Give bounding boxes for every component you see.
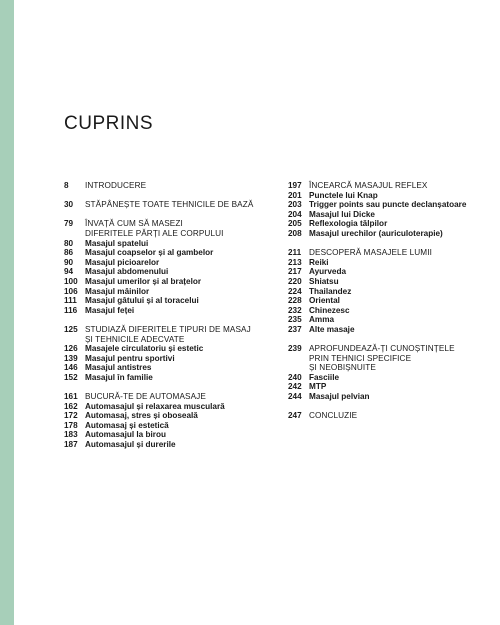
toc-entry-title-line: DESCOPERĂ MASAJELE LUMII <box>309 248 432 258</box>
toc-sub-entry <box>288 325 500 335</box>
toc-entry-title <box>85 239 274 249</box>
toc-page-number: 139 <box>64 353 78 363</box>
toc-sub-entry <box>288 392 500 402</box>
toc-entry-title-line: Masajul mâinilor <box>85 286 150 296</box>
toc-page-number: 240 <box>288 372 302 382</box>
toc-section-entry <box>64 325 274 344</box>
side-color-band <box>0 0 14 625</box>
toc-entry-title-line: Masajul lui Dicke <box>309 209 375 219</box>
toc-page-number: 232 <box>288 305 302 315</box>
toc-entry-title <box>85 267 274 277</box>
toc-entry-title <box>85 363 274 373</box>
toc-entry-title <box>309 392 500 402</box>
toc-entry-title-line: Shiatsu <box>309 276 339 286</box>
toc-page-number: 208 <box>288 228 302 238</box>
toc-entry-title-line: Masajele circulatoriu și estetic <box>85 344 204 354</box>
toc-entry-title <box>309 296 500 306</box>
toc-entry-title-line: ȘI TEHNICILE ADECVATE <box>85 334 185 344</box>
toc-page-number: 204 <box>288 209 302 219</box>
toc-sub-entry <box>288 296 500 306</box>
toc-entry-title <box>85 277 274 287</box>
toc-sub-entry <box>64 440 274 450</box>
toc-page-number: 111 <box>64 296 77 306</box>
toc-sub-entry <box>64 258 274 268</box>
toc-entry-title-line: Reiki <box>309 257 329 267</box>
toc-entry-title <box>309 267 500 277</box>
toc-sub-entry <box>64 344 274 354</box>
toc-entry-title <box>309 287 500 297</box>
toc-entry-title <box>85 411 274 421</box>
toc-page-number: 244 <box>288 392 302 402</box>
toc-page-number: 152 <box>64 372 78 382</box>
toc-section-entry <box>288 411 500 421</box>
toc-entry-title <box>309 210 500 220</box>
toc-sub-entry <box>288 382 500 392</box>
toc-page-number: 172 <box>64 411 78 421</box>
toc-sub-entry <box>64 277 274 287</box>
toc-entry-title-line: Ayurveda <box>309 267 347 277</box>
toc-page-number: 79 <box>64 219 74 229</box>
toc-entry-title-line: Thailandez <box>309 286 352 296</box>
toc-entry-title-line: STĂPÂNEȘTE TOATE TEHNICILE DE BAZĂ <box>85 200 254 210</box>
toc-page-number: 235 <box>288 315 302 325</box>
toc-entry-title-line: Fasciile <box>309 372 340 382</box>
toc-entry-title <box>309 325 500 335</box>
toc-page-number: 228 <box>288 296 302 306</box>
toc-entry-title-line: INTRODUCERE <box>85 181 147 190</box>
toc-entry-title-line: APROFUNDEAZĂ-ȚI CUNOȘTINȚELE <box>309 344 455 354</box>
toc-entry-title <box>85 325 274 344</box>
toc-sub-entry <box>64 267 274 277</box>
toc-right-column <box>288 181 500 421</box>
toc-entry-title <box>309 200 500 210</box>
toc-entry-title-line: Automasaj și estetică <box>85 420 169 430</box>
toc-entry-title <box>309 258 500 268</box>
toc-sub-entry <box>288 191 500 201</box>
toc-sub-entry <box>288 315 500 325</box>
toc-entry-title-line: CONCLUZIE <box>309 411 358 421</box>
toc-entry-title-line: Reflexologia tălpilor <box>309 219 388 229</box>
toc-page-number: 178 <box>64 420 78 430</box>
page-title: CUPRINS <box>64 113 154 134</box>
toc-page-number: 239 <box>288 344 302 354</box>
toc-page-number: 242 <box>288 382 302 392</box>
toc-entry-title <box>309 382 500 392</box>
toc-sub-entry <box>64 287 274 297</box>
toc-entry-title <box>309 373 500 383</box>
toc-entry-title <box>309 306 500 316</box>
toc-entry-title-line: Chinezesc <box>309 305 350 315</box>
toc-entry-title-line: Punctele lui Knap <box>309 190 378 200</box>
toc-entry-title <box>85 258 274 268</box>
toc-entry-title-line: ÎNVAȚĂ CUM SĂ MASEZI <box>85 219 183 229</box>
toc-entry-title-line: ȘI NEOBIȘNUITE <box>309 363 376 373</box>
toc-entry-title-line: Masajul urechilor (auriculoterapie) <box>309 228 443 238</box>
toc-sub-entry <box>288 258 500 268</box>
toc-section-entry <box>64 200 274 210</box>
toc-sub-entry <box>288 210 500 220</box>
toc-page-number: 197 <box>288 181 302 190</box>
toc-entry-title-line: Masajul spatelui <box>85 238 149 248</box>
toc-entry-title-line: Masajul pelvian <box>309 392 370 402</box>
toc-sub-entry <box>64 402 274 412</box>
toc-entry-title <box>85 296 274 306</box>
toc-entry-title <box>85 392 274 402</box>
toc-sub-entry <box>64 373 274 383</box>
toc-entry-title <box>85 430 274 440</box>
toc-page-number: 187 <box>64 440 78 450</box>
toc-entry-title <box>85 306 274 316</box>
toc-page-number: 220 <box>288 276 302 286</box>
toc-page-number: 183 <box>64 430 78 440</box>
toc-section-entry <box>64 181 274 191</box>
toc-page-number: 217 <box>288 267 302 277</box>
toc-entry-title <box>85 181 274 191</box>
toc-entry-title <box>309 229 500 239</box>
toc-page-number: 125 <box>64 324 78 334</box>
toc-entry-title <box>309 411 500 421</box>
toc-entry-title <box>85 421 274 431</box>
toc-page-number: 146 <box>64 363 78 373</box>
toc-sub-entry <box>64 363 274 373</box>
toc-page-number: 86 <box>64 248 74 258</box>
toc-entry-title <box>309 219 500 229</box>
toc-entry-title-line: Masajul abdomenului <box>85 267 169 277</box>
toc-page-number: 203 <box>288 200 302 210</box>
toc-entry-title-line: Masajul feței <box>85 305 135 315</box>
toc-sub-entry <box>288 373 500 383</box>
toc-page-number: 80 <box>64 238 74 248</box>
toc-entry-title <box>309 344 500 373</box>
toc-section-entry <box>64 392 274 402</box>
toc-page-number: 30 <box>64 200 74 210</box>
toc-entry-title-line: STUDIAZĂ DIFERITELE TIPURI DE MASAJ <box>85 324 251 334</box>
toc-entry-title-line: PRIN TEHNICI SPECIFICE <box>309 353 412 363</box>
toc-page-number: 126 <box>64 344 78 354</box>
toc-sub-entry <box>288 277 500 287</box>
toc-entry-title-line: Masajul pentru sportivi <box>85 353 175 363</box>
toc-page-number: 8 <box>64 181 69 190</box>
toc-page-number: 161 <box>64 392 78 402</box>
toc-entry-title <box>85 373 274 383</box>
toc-entry-title-line: Masajul coapselor și al gambelor <box>85 248 214 258</box>
toc-entry-title-line: DIFERITELE PĂRȚI ALE CORPULUI <box>85 228 224 238</box>
toc-page-number: 211 <box>288 248 302 258</box>
toc-section-entry <box>288 181 500 191</box>
toc-sub-entry <box>64 248 274 258</box>
toc-page-number: 116 <box>64 305 78 315</box>
toc-entry-title <box>85 344 274 354</box>
toc-entry-title <box>85 219 274 238</box>
toc-entry-title <box>85 200 274 210</box>
toc-section-entry <box>64 219 274 238</box>
toc-entry-title <box>85 440 274 450</box>
toc-entry-title <box>309 277 500 287</box>
toc-entry-title-line: Automasajul și durerile <box>85 440 176 450</box>
toc-page-number: 94 <box>64 267 74 277</box>
toc-page-number: 162 <box>64 401 78 411</box>
toc-page-number: 213 <box>288 257 302 267</box>
toc-entry-title <box>85 248 274 258</box>
toc-sub-entry <box>288 229 500 239</box>
toc-sub-entry <box>288 306 500 316</box>
toc-page-number: 224 <box>288 286 302 296</box>
toc-sub-entry <box>64 306 274 316</box>
toc-sub-entry <box>288 287 500 297</box>
toc-entry-title-line: Masajul umerilor și al brațelor <box>85 276 202 286</box>
toc-entry-title-line: BUCURĂ-TE DE AUTOMASAJE <box>85 392 206 402</box>
toc-left-column <box>64 181 274 450</box>
toc-entry-title-line: Masajul în familie <box>85 372 153 382</box>
toc-sub-entry <box>64 430 274 440</box>
toc-entry-title <box>309 315 500 325</box>
toc-sub-entry <box>288 267 500 277</box>
toc-entry-title-line: Automasajul la birou <box>85 430 166 440</box>
toc-section-entry <box>288 344 500 373</box>
toc-entry-title-line: Alte masaje <box>309 324 355 334</box>
toc-entry-title-line: Masajul picioarelor <box>85 257 160 267</box>
toc-sub-entry <box>288 219 500 229</box>
toc-entry-title <box>309 181 500 191</box>
toc-page-number: 247 <box>288 411 302 421</box>
toc-entry-title-line: Automasaj, stres și oboseală <box>85 411 198 421</box>
toc-sub-entry <box>64 354 274 364</box>
toc-entry-title <box>309 191 500 201</box>
toc-section-entry <box>288 248 500 258</box>
toc-sub-entry <box>64 239 274 249</box>
toc-sub-entry <box>288 200 500 210</box>
toc-entry-title-line: Amma <box>309 315 335 325</box>
toc-entry-title <box>85 402 274 412</box>
toc-page-number: 106 <box>64 286 78 296</box>
toc-page-number: 100 <box>64 276 78 286</box>
toc-page-number: 90 <box>64 257 74 267</box>
toc-entry-title-line: MTP <box>309 382 327 392</box>
toc-sub-entry <box>64 411 274 421</box>
toc-entry-title-line: Oriental <box>309 296 340 306</box>
toc-entry-title <box>309 248 500 258</box>
toc-entry-title-line: Automasajul și relaxarea musculară <box>85 401 225 411</box>
toc-sub-entry <box>64 296 274 306</box>
toc-entry-title-line: Trigger points sau puncte declanșatoare <box>309 200 467 210</box>
toc-sub-entry <box>64 421 274 431</box>
toc-entry-title-line: ÎNCEARCĂ MASAJUL REFLEX <box>309 181 428 190</box>
toc-entry-title-line: Masajul gâtului și al toracelui <box>85 296 199 306</box>
toc-page-number: 237 <box>288 324 302 334</box>
toc-entry-title-line: Masajul antistres <box>85 363 152 373</box>
toc-entry-title <box>85 287 274 297</box>
toc-entry-title <box>85 354 274 364</box>
toc-page-number: 201 <box>288 190 302 200</box>
toc-page-number: 205 <box>288 219 302 229</box>
